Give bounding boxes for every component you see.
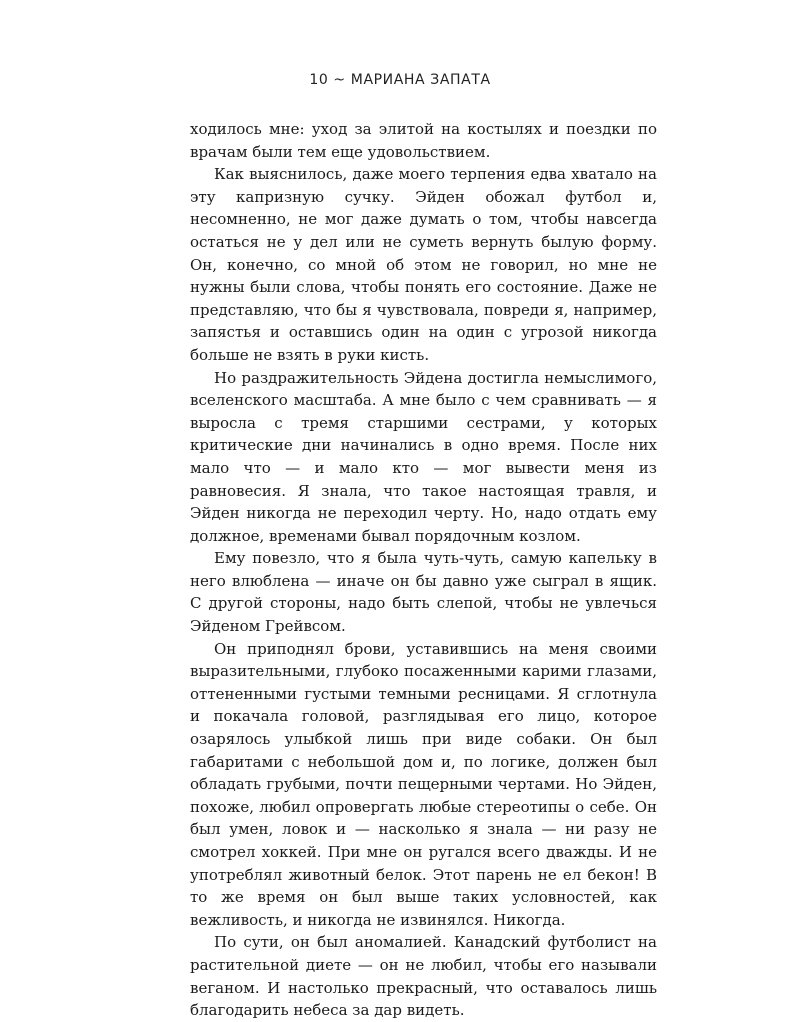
paragraph-continued: ходилось мне: уход за элитой на костылях и поездки по врачам были тем еще удовольствием.	[190, 120, 657, 161]
paragraph: Ему повезло, что я была чуть-чуть, самую капельку в него влюблена — иначе он бы давно уже сыграл в ящик. С другой стороны, надо быть слепой, чтобы не увлечься Эйденом Грейвсом.	[190, 549, 657, 636]
body-text	[190, 118, 657, 1022]
paragraph: По сути, он был аномалией. Канадский футболист на растительной диете — он не любил, чтобы его называли веганом. И настолько прекрасный, что оставалось лишь благодарить небеса за дар видеть.	[190, 933, 657, 1020]
paragraph: Он приподнял брови, уставившись на меня своими выразительными, глубоко посаженными карими глазами, оттененными густыми темными ресницами. Я сглотнула и покачала головой, разглядывая его лицо, которое озарялось улыбкой лишь при виде собаки. Он был габаритами с небольшой дом и, по логике, должен был обладать грубыми, почти пещерными чертами. Но Эйден, похоже, любил опровергать любые стереотипы о себе. Он был умен, ловок и — насколько я знала — ни разу не смотрел хоккей. При мне он ругался всего дважды. И не употреблял животный белок. Этот парень не ел бекон! В то же время он был выше таких условностей, как вежливость, и никогда не извинялся. Никогда.	[190, 639, 657, 929]
paragraph: Как выяснилось, даже моего терпения едва хватало на эту капризную сучку. Эйден обожал футбол и, несомненно, не мог даже думать о том, чтобы навсегда остаться не у дел или не суметь вернуть былую форму. Он, конечно, со мной об этом не говорил, но мне не нужны были слова, чтобы понять его состояние. Даже не представляю, что бы я чувствовала, повреди я, например, запястья и оставшись один на один с угрозой никогда больше не взять в руки кисть.	[190, 165, 657, 364]
running-head: 10 ~ МАРИАНА ЗАПАТА	[309, 72, 491, 88]
paragraph: Но раздражительность Эйдена достигла немыслимого, вселенского масштаба. А мне было с чем сравнивать — я выросла с тремя старшими сестрами, у которых критические дни начинались в одно время. После них мало что — и мало кто — мог вывести меня из равновесия. Я знала, что такое настоящая травля, и Эйден никогда не переходил черту. Но, надо отдать ему должное, временами бывал порядочным козлом.	[190, 368, 657, 545]
